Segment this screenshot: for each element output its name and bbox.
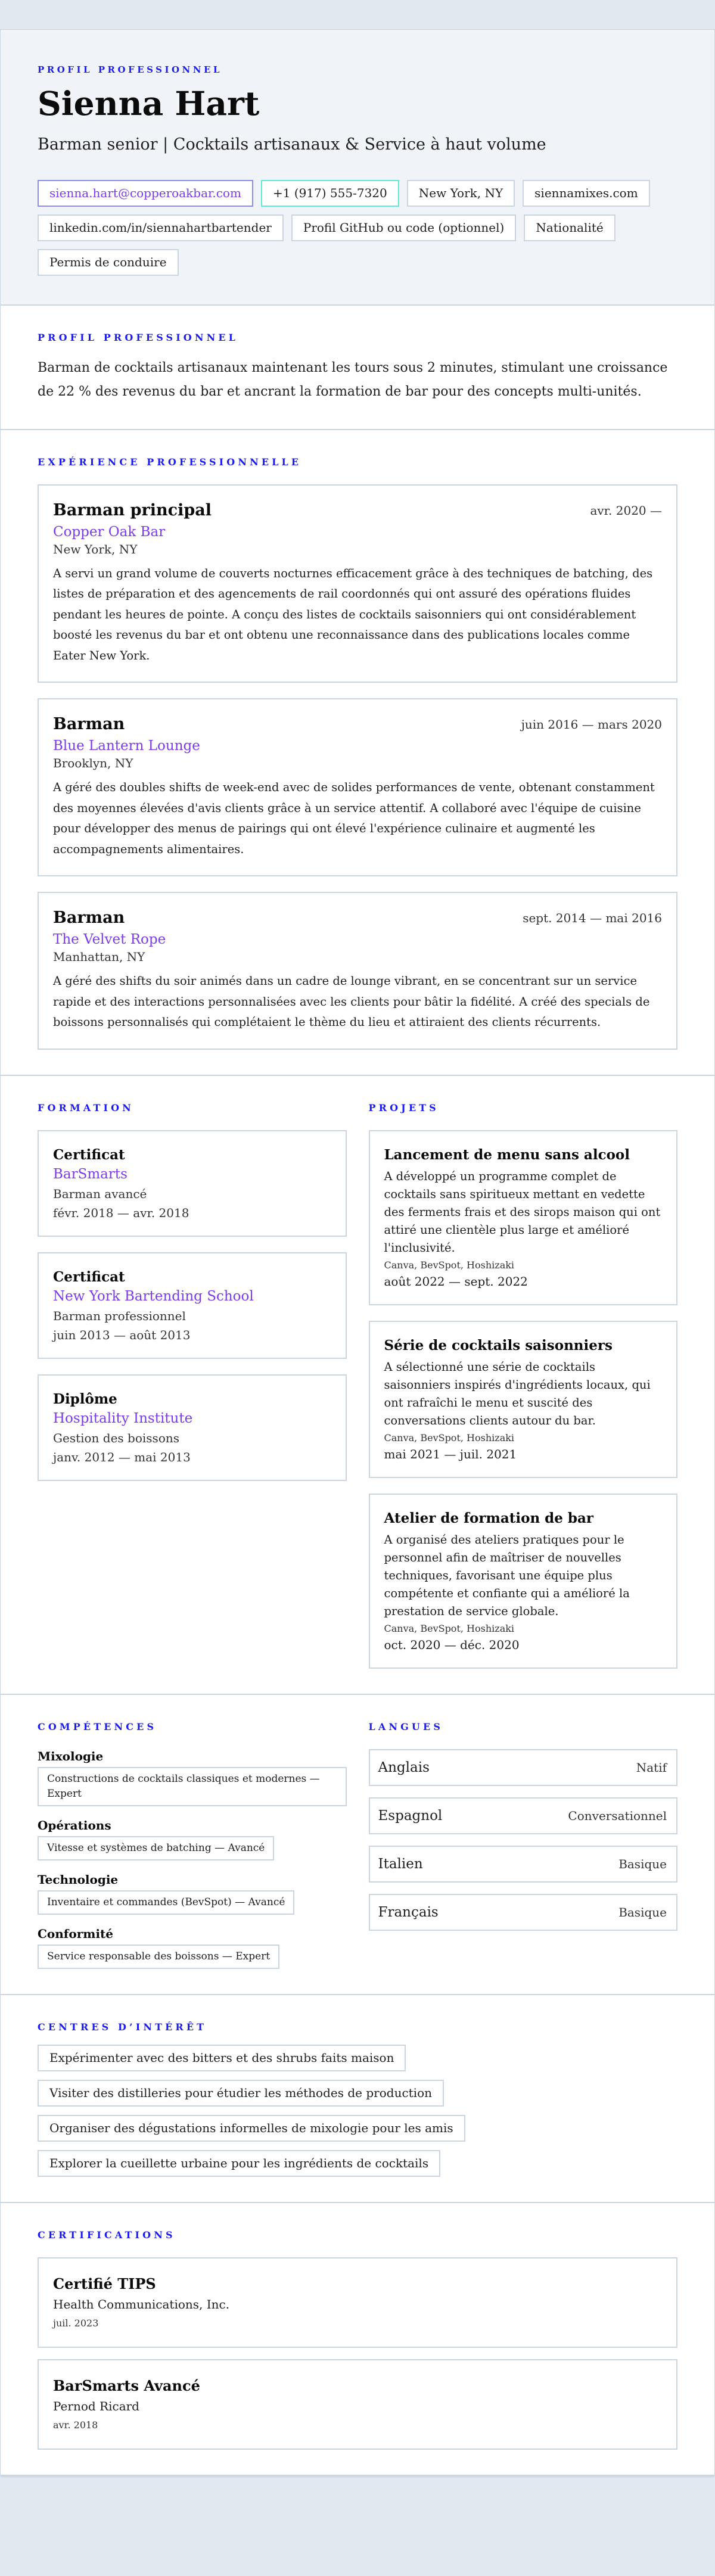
education-projects-section (1, 1075, 714, 1694)
language-row (369, 1749, 678, 1786)
interest-chip: Expérimenter avec des bitters et des shrubs faits maison (38, 2045, 406, 2071)
header-label: PROFIL PROFESSIONNEL (38, 64, 222, 75)
summary-section (1, 304, 714, 429)
linkedin-link[interactable]: linkedin.com/in/siennahartbartender (38, 214, 284, 241)
license-chip: Permis de conduire (38, 249, 179, 276)
language-row (369, 1797, 678, 1834)
degree: Certificat (53, 1146, 125, 1163)
job-location: Brooklyn, NY (53, 756, 133, 770)
project-tools: Canva, BevSpot, Hoshizaki (384, 1622, 515, 1634)
education-entry (38, 1130, 347, 1237)
certification-entry (38, 2359, 677, 2450)
language-row (369, 1894, 678, 1931)
job-title: Barman (53, 715, 125, 733)
company-name: Blue Lantern Lounge (53, 738, 200, 754)
education-entry (38, 1374, 347, 1481)
interest-chip: Visiter des distilleries pour étudier les méthodes de production (38, 2080, 444, 2107)
skill-chip: Constructions de cocktails classiques et modernes — Expert (38, 1767, 347, 1806)
website-link[interactable]: siennamixes.com (523, 180, 650, 207)
project-entry (369, 1130, 678, 1305)
job-description: A servi un grand volume de couverts nocturnes efficacement grâce à des techniques de batching, des listes de préparation et des agencements de rail coordonnés qui ont assuré des opérations fluides pendant les heures de pointe. A conçu des listes de cocktails saisonniers qui ont considérablement boosté les revenus du bar et ont obtenu une reconnaissance dans des publications locales comme Eater New York. (53, 566, 653, 662)
company-name: Copper Oak Bar (53, 524, 166, 540)
section-heading: PROJETS (368, 1102, 439, 1113)
skills-languages-section (1, 1694, 714, 1994)
field-of-study: Gestion des boissons (53, 1430, 180, 1445)
project-name: Série de cocktails saisonniers (384, 1337, 613, 1354)
company-name: The Velvet Rope (53, 932, 166, 947)
field-of-study: Barman avancé (53, 1186, 147, 1201)
interests-section (1, 1994, 714, 2202)
language-level: Basique (618, 1905, 667, 1919)
job-title: Barman principal (53, 500, 212, 519)
project-name: Atelier de formation de bar (384, 1510, 594, 1526)
skill-category: Opérations (38, 1818, 111, 1833)
projects-column (369, 1102, 678, 1669)
project-dates: oct. 2020 — déc. 2020 (384, 1637, 520, 1652)
school-name: BarSmarts (53, 1166, 128, 1182)
language-row (369, 1846, 678, 1883)
language-name: Italien (378, 1856, 423, 1872)
skill-category: Conformité (38, 1926, 114, 1941)
education-dates: juin 2013 — août 2013 (53, 1327, 191, 1342)
skill-group (38, 1749, 347, 1806)
section-heading: CENTRES D’INTÉRÊT (38, 2021, 207, 2033)
skill-group (38, 1872, 347, 1915)
education-column (38, 1102, 347, 1669)
candidate-headline: Barman senior | Cocktails artisanaux & Service à haut volume (38, 135, 546, 154)
job-title: Barman (53, 909, 125, 927)
section-heading: CERTIFICATIONS (38, 2229, 176, 2241)
certification-entry (38, 2257, 677, 2348)
school-name: Hospitality Institute (53, 1410, 193, 1426)
certifications-section (1, 2202, 714, 2475)
resume-header (1, 30, 714, 304)
language-name: Espagnol (378, 1807, 443, 1824)
section-heading: LANGUES (368, 1721, 443, 1732)
project-tools: Canva, BevSpot, Hoshizaki (384, 1259, 515, 1271)
project-name: Lancement de menu sans alcool (384, 1146, 630, 1163)
job-dates: sept. 2014 — mai 2016 (523, 911, 662, 925)
skill-chip: Inventaire et commandes (BevSpot) — Avancé (38, 1890, 294, 1915)
skill-category: Technologie (38, 1872, 119, 1887)
experience-section (1, 429, 714, 1075)
job-location: New York, NY (53, 542, 138, 556)
language-level: Natif (636, 1760, 667, 1775)
education-dates: févr. 2018 — avr. 2018 (53, 1205, 189, 1220)
skills-column (38, 1721, 347, 1969)
section-heading: FORMATION (38, 1102, 134, 1113)
certification-issuer: Pernod Ricard (53, 2398, 139, 2413)
skill-category: Mixologie (38, 1749, 104, 1763)
job-entry (38, 484, 677, 683)
certification-date: juil. 2023 (53, 2317, 99, 2329)
interest-chip: Organiser des dégustations informelles de mixologie pour les amis (38, 2115, 465, 2142)
job-location: Manhattan, NY (53, 950, 145, 964)
certification-date: avr. 2018 (53, 2419, 98, 2431)
project-description: A sélectionné une série de cocktails saisonniers inspirés d'ingrédients locaux, qui ont rafraîchi le menu et suscité des conversations clients autour du bar. (384, 1359, 651, 1427)
degree: Diplôme (53, 1390, 117, 1407)
contact-list (38, 180, 677, 276)
interests-list (38, 2045, 677, 2177)
job-description: A géré des doubles shifts de week-end avec de solides performances de vente, obtenant constamment des moyennes élevées d'avis clients grâce à un service attentif. A collaboré avec l'équipe de cuisine pour développer des menus de pairings qui ont élevé l'expérience culinaire et augmenté les accompagnements alimentaires. (53, 780, 655, 856)
section-heading: EXPÉRIENCE PROFESSIONNELLE (38, 456, 302, 468)
skill-group (38, 1927, 347, 1969)
school-name: New York Bartending School (53, 1288, 254, 1304)
project-description: A développé un programme complet de cocktails sans spiritueux mettant en vedette des ferments frais et des sirops maison qui ont attiré une clientèle plus large et amélioré l'inclusivité. (384, 1169, 661, 1255)
skill-chip: Service responsable des boissons — Expert (38, 1945, 279, 1969)
job-entry (38, 892, 677, 1050)
skill-group (38, 1818, 347, 1861)
project-dates: août 2022 — sept. 2022 (384, 1274, 528, 1289)
location-chip: New York, NY (407, 180, 515, 207)
certification-name: BarSmarts Avancé (53, 2376, 200, 2394)
education-entry (38, 1252, 347, 1359)
project-description: A organisé des ateliers pratiques pour le personnel afin de maîtriser de nouvelles techniques, favorisant une équipe plus compétente et confiante qui a amélioré la prestation de service globale. (384, 1532, 630, 1618)
language-name: Anglais (378, 1759, 430, 1775)
certification-issuer: Health Communications, Inc. (53, 2297, 230, 2311)
project-dates: mai 2021 — juil. 2021 (384, 1446, 517, 1461)
email-link[interactable]: sienna.hart@copperoakbar.com (38, 180, 253, 207)
job-entry (38, 698, 677, 876)
education-dates: janv. 2012 — mai 2013 (53, 1449, 191, 1464)
skill-chip: Vitesse et systèmes de batching — Avancé (38, 1836, 274, 1861)
language-level: Basique (618, 1856, 667, 1871)
language-level: Conversationnel (568, 1808, 667, 1823)
job-dates: avr. 2020 — (590, 503, 662, 518)
degree: Certificat (53, 1268, 125, 1285)
interest-chip: Explorer la cueillette urbaine pour les ingrédients de cocktails (38, 2150, 440, 2177)
language-name: Français (378, 1904, 439, 1920)
project-tools: Canva, BevSpot, Hoshizaki (384, 1432, 515, 1443)
candidate-name: Sienna Hart (38, 84, 260, 123)
github-chip: Profil GitHub ou code (optionnel) (291, 214, 516, 241)
section-heading: COMPÉTENCES (38, 1721, 157, 1732)
languages-column (369, 1721, 678, 1969)
resume-page (0, 29, 715, 2475)
job-dates: juin 2016 — mars 2020 (521, 717, 662, 732)
project-entry (369, 1494, 678, 1669)
nationality-chip: Nationalité (524, 214, 615, 241)
certification-name: Certifié TIPS (53, 2275, 156, 2292)
field-of-study: Barman professionnel (53, 1308, 186, 1323)
project-entry (369, 1321, 678, 1478)
job-description: A géré des shifts du soir animés dans un cadre de lounge vibrant, en se concentrant sur un service rapide et des interactions personnalisées avec les clients pour bâtir la fidélité. A créé des specials de boissons personnalisés qui complétaient le thème du lieu et attiraient des clients récurrents. (53, 974, 650, 1029)
summary-text: Barman de cocktails artisanaux maintenant les tours sous 2 minutes, stimulant une croissance de 22 % des revenus du bar et ancrant la formation de bar pour des concepts multi-unités. (38, 360, 668, 399)
phone-link[interactable]: +1 (917) 555-7320 (261, 180, 399, 207)
section-heading: PROFIL PROFESSIONNEL (38, 331, 239, 343)
